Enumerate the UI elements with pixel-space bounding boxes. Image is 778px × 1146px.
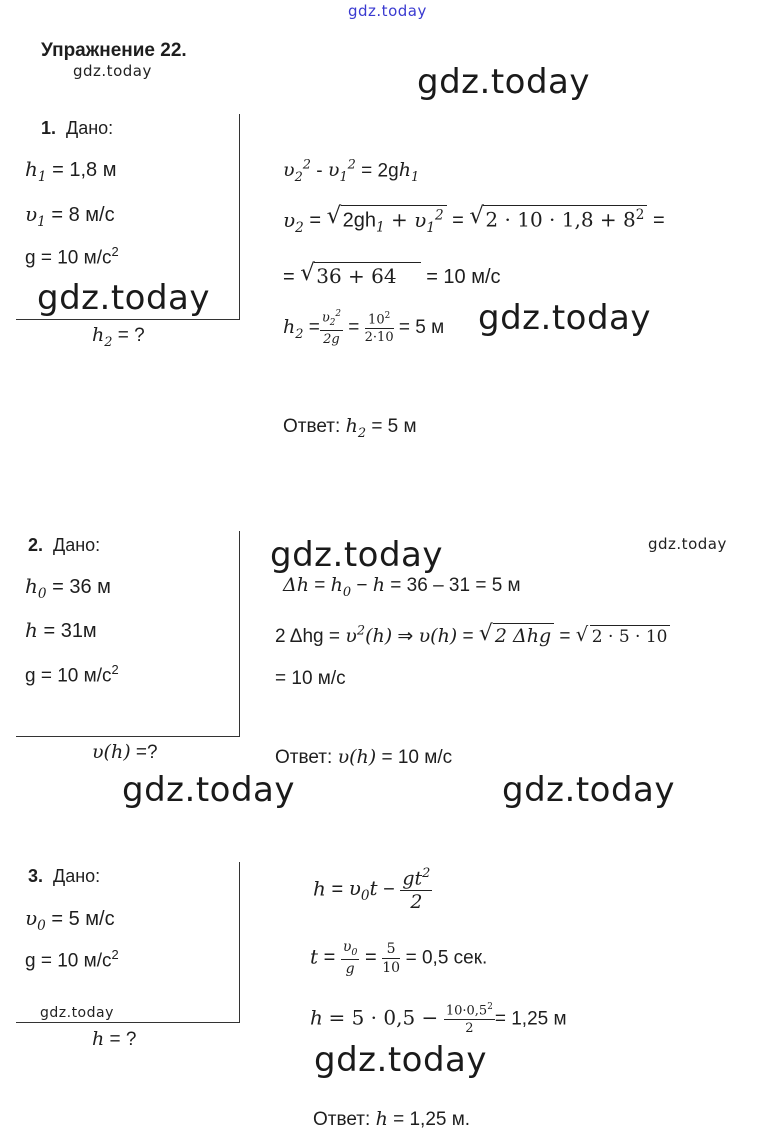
solution-line-3: = √ 36 + 64 = 10 м/с [283,260,501,288]
watermark-large: gdz.today [502,770,675,810]
given-h1: $h_1 = 1,8$ м [25,157,117,185]
watermark-large: gdz.today [270,535,443,575]
watermark-large: gdz.today [314,1040,487,1080]
watermark-large: gdz.today [122,770,295,810]
task-number: 1. [41,118,57,138]
task-2-header [28,535,100,556]
given-h0: $h_0 = 36$ м [25,574,111,602]
watermark-large: gdz.today [478,298,651,338]
exercise-title: Упражнение 22. [41,40,187,61]
task-number: 2. [28,535,44,555]
given-v1: $\upsilon_1 = 8$ м/с [25,202,115,230]
given-divider-vertical [239,114,240,320]
solution-line-2: 2 $\Delta hg = \upsilon^2(h)$ ⇒ υ(h) = √ 2 Δhg = √ 2 · 5 · 10 [275,623,670,648]
given-v0: $\upsilon_0 = 5$ м/с [25,906,115,934]
task-number: 3. [28,866,44,886]
given-label: Дано: [53,535,101,555]
find-v: υ(h) =? [92,741,158,763]
answer-1: Ответ: $h_2 = 5$ м [283,415,417,441]
watermark-large: gdz.today [37,278,210,318]
solution-line-1: $h = \upsilon_0t$ − $\frac{gt^2}{2}$ [313,866,431,914]
given-g: g = 10 $м/с^2$ [25,244,119,269]
given-g: g = 10 $м/с^2$ [25,947,119,972]
given-divider-vertical [239,862,240,1023]
solution-line-4: $h_2$ = $\frac{\upsilon_2^2}{2g}$ = $\frac{10^2}{2\cdot 10}$ = 5 м [283,309,445,347]
task-3-header [28,866,100,887]
given-g: g = 10 $м/с^2$ [25,662,119,687]
find-h2: $h_2$ = ? [92,324,145,350]
answer-2: Ответ: υ(h) = 10 м/с [275,746,453,768]
given-divider-horizontal [16,1022,240,1023]
solution-line-1: $\upsilon_2^2 - \upsilon_1^2 = 2gh_1$ [283,158,420,186]
given-h: h = 31м [25,618,97,642]
solution-line-3: h = 5 · 0,5 − $\frac{10\cdot 0,5^2}{2}$ = 1,25 м [310,1002,567,1037]
watermark-top: gdz.today [348,2,427,20]
find-h: h = ? [92,1028,137,1050]
solution-line-2: t = $\frac{\upsilon_0}{g}$ = $\frac{5}{10}$ = 0,5 сек. [310,939,488,978]
given-label: Дано: [53,866,101,886]
solution-line-1: $\Delta h = h_0 - h = 36 - 31 = 5$ м [283,574,521,600]
given-divider-horizontal [16,319,240,320]
answer-3: Ответ: h = 1,25 м. [313,1108,471,1130]
task-1-header [41,118,113,139]
solution-line-2: $\upsilon_2$ = √ $2gh_1 + \upsilon_1^2$ = √ $2 \cdot 10 \cdot 1,8 + 8^2$ = [283,203,665,236]
watermark-small: gdz.today [40,1005,114,1021]
given-label: Дано: [66,118,114,138]
watermark-small: gdz.today [648,535,727,553]
watermark-large: gdz.today [417,62,590,102]
solution-line-3: = 10 м/с [275,668,346,689]
given-divider-vertical [239,531,240,737]
watermark-small: gdz.today [73,62,152,80]
given-divider-horizontal [16,736,240,737]
